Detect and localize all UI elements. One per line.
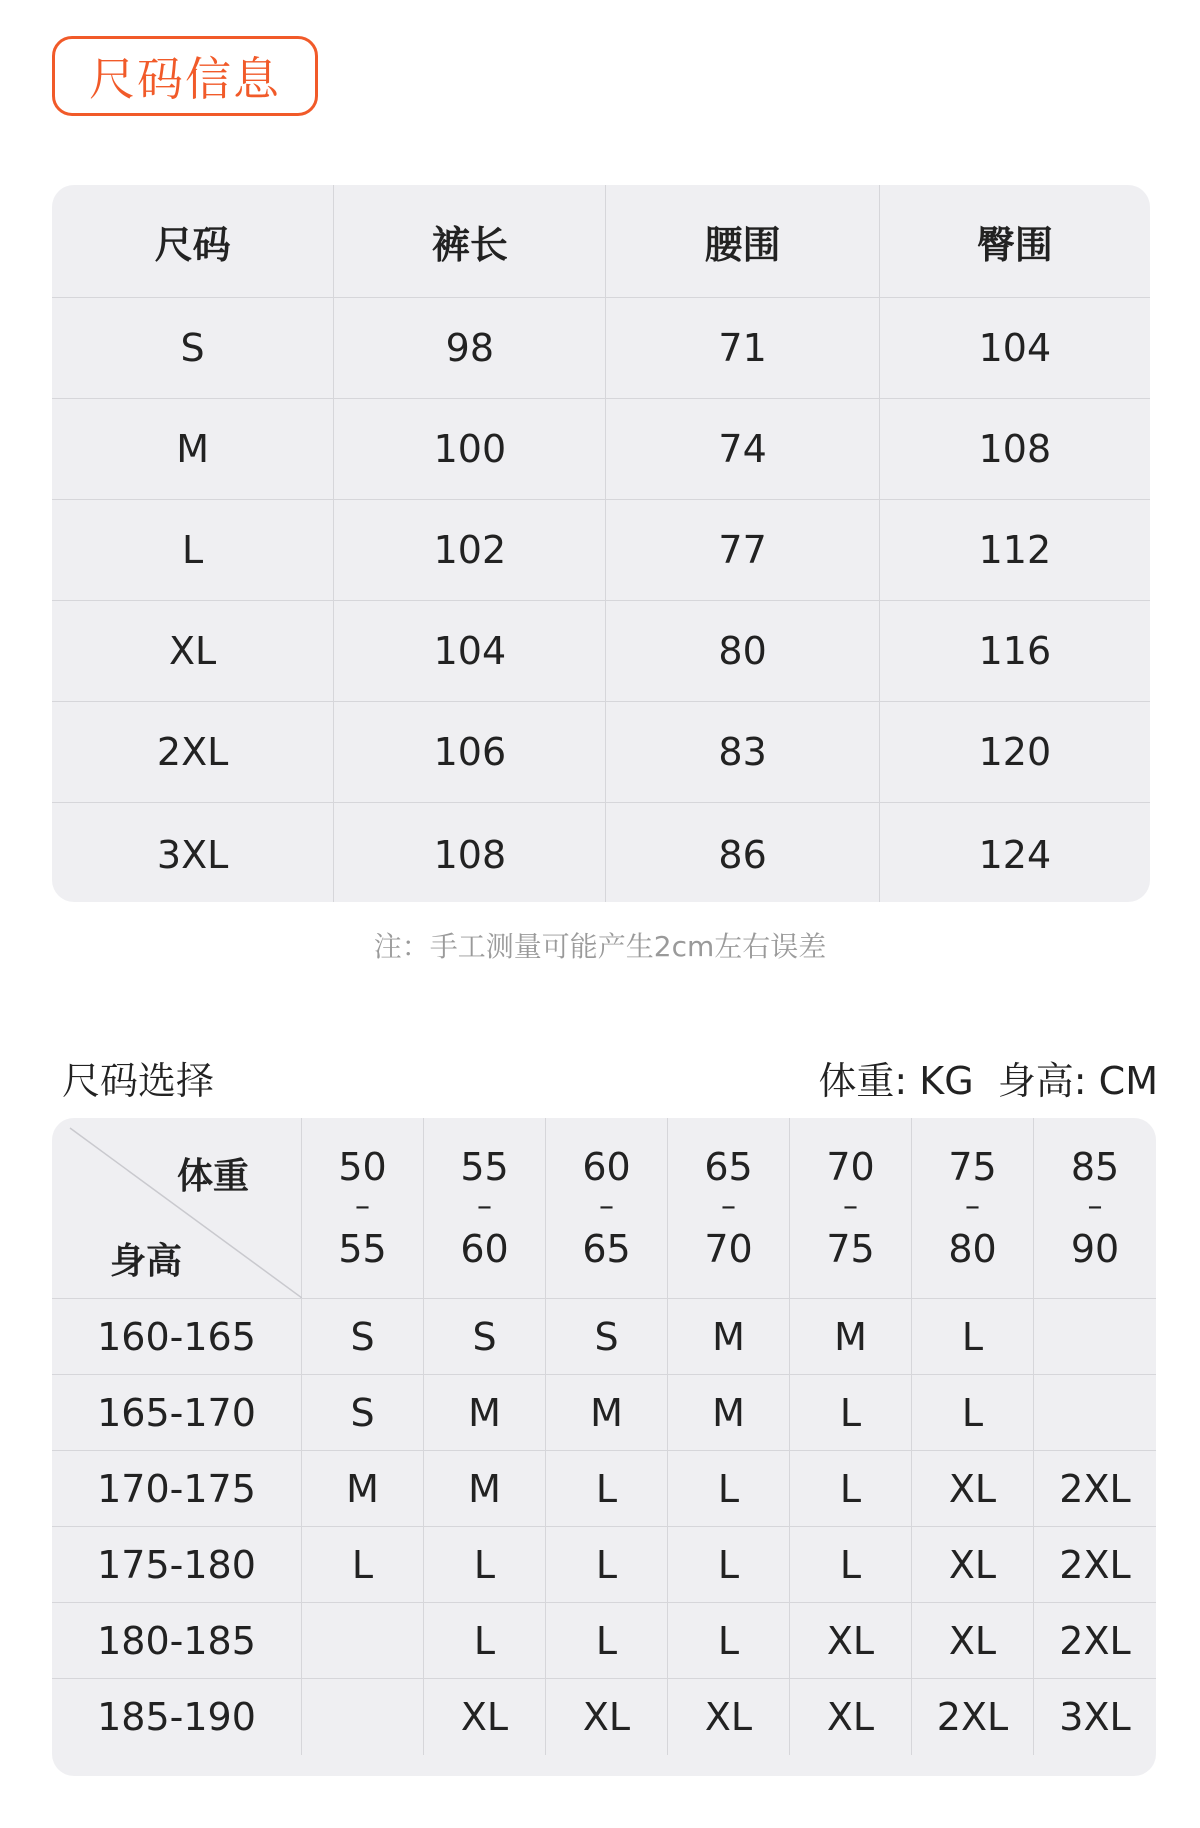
selection-header-row: [52, 1118, 1156, 1299]
hip-cell: 104: [978, 326, 1052, 370]
table-row: [52, 702, 1150, 803]
weight-range-dash: –: [1087, 1189, 1103, 1224]
table-row: [52, 1679, 1156, 1755]
table-row: [52, 1603, 1156, 1679]
size-cell: M: [790, 1299, 912, 1374]
table-row: [52, 399, 1150, 500]
length-cell: 104: [334, 601, 606, 701]
section-title-size-info: 尺码信息: [52, 36, 318, 116]
size-cell: [1034, 1375, 1156, 1450]
length-cell: 102: [334, 500, 606, 600]
size-info-table: [52, 185, 1150, 902]
size-selection-title: 尺码选择: [62, 1059, 215, 1103]
weight-range-lo: 65: [704, 1145, 753, 1189]
table-row: [52, 803, 1150, 902]
hip-cell: 112: [978, 528, 1052, 572]
size-cell: 2XL: [1059, 1618, 1131, 1663]
size-cell: M: [424, 1375, 546, 1450]
table-row: [52, 1299, 1156, 1375]
size-cell: 2XL: [52, 702, 334, 802]
table-row: [52, 298, 1150, 399]
waist-cell: 71: [606, 298, 879, 398]
table-row: [52, 1451, 1156, 1527]
size-cell: L: [790, 1527, 912, 1602]
weight-range-header: [424, 1118, 546, 1298]
weight-range-hi: 60: [460, 1227, 509, 1271]
weight-range-hi: 65: [582, 1227, 631, 1271]
length-cell: 100: [334, 399, 606, 499]
size-cell: 2XL: [1059, 1466, 1131, 1511]
size-cell: XL: [790, 1603, 912, 1678]
weight-range-dash: –: [842, 1189, 858, 1224]
size-cell: XL: [912, 1451, 1034, 1526]
weight-range-header: [912, 1118, 1034, 1298]
size-cell: L: [668, 1603, 790, 1678]
table-row: [52, 601, 1150, 702]
length-cell: 98: [334, 298, 606, 398]
size-cell: L: [424, 1527, 546, 1602]
size-cell: [1034, 1299, 1156, 1374]
weight-range-header: [546, 1118, 668, 1298]
size-cell: L: [912, 1299, 1034, 1374]
height-range-cell: 175-180: [52, 1527, 302, 1602]
weight-range-header: [668, 1118, 790, 1298]
size-cell: L: [790, 1451, 912, 1526]
size-cell: S: [424, 1299, 546, 1374]
weight-range-hi: 90: [1070, 1227, 1120, 1271]
size-cell: XL: [52, 601, 334, 701]
size-cell: [302, 1679, 424, 1755]
header-size: 尺码: [52, 185, 334, 297]
size-cell: S: [52, 298, 334, 398]
length-cell: 106: [334, 702, 606, 802]
size-cell: L: [424, 1603, 546, 1678]
table-row: [52, 500, 1150, 601]
header-waist: 腰围: [606, 185, 879, 297]
size-cell: M: [52, 399, 334, 499]
weight-range-hi: 80: [948, 1227, 997, 1271]
size-cell: L: [912, 1375, 1034, 1450]
size-cell: S: [302, 1299, 424, 1374]
table-row: [52, 1375, 1156, 1451]
weight-range-header: [1034, 1118, 1156, 1298]
size-cell: L: [668, 1451, 790, 1526]
length-cell: 108: [334, 803, 606, 902]
weight-range-lo: 75: [948, 1145, 997, 1189]
size-cell: [302, 1603, 424, 1678]
size-cell: 3XL: [52, 803, 334, 902]
weight-range-dash: –: [354, 1189, 370, 1224]
table-header-row: [52, 185, 1150, 298]
weight-range-dash: –: [598, 1189, 614, 1224]
corner-header: [52, 1118, 302, 1298]
height-range-cell: 160-165: [52, 1299, 302, 1374]
size-cell: XL: [668, 1679, 790, 1755]
size-cell: 2XL: [912, 1679, 1034, 1755]
waist-cell: 80: [606, 601, 879, 701]
hip-cell: 108: [978, 427, 1052, 471]
hip-cell: 120: [978, 730, 1052, 774]
size-cell: M: [668, 1299, 790, 1374]
height-range-cell: 165-170: [52, 1375, 302, 1450]
size-cell: L: [52, 500, 334, 600]
weight-range-lo: 85: [1070, 1145, 1120, 1189]
weight-range-lo: 60: [582, 1145, 631, 1189]
size-cell: XL: [790, 1679, 912, 1755]
size-cell: L: [546, 1527, 668, 1602]
size-cell: L: [790, 1375, 912, 1450]
size-cell: L: [668, 1527, 790, 1602]
header-hip: 臀围: [976, 222, 1053, 267]
size-selection-table: [52, 1118, 1156, 1776]
corner-weight-label: 体重: [177, 1156, 250, 1197]
size-cell: 2XL: [1059, 1542, 1131, 1587]
size-cell: S: [546, 1299, 668, 1374]
height-range-cell: 185-190: [52, 1679, 302, 1755]
size-cell: M: [668, 1375, 790, 1450]
size-cell: M: [546, 1375, 668, 1450]
size-cell: XL: [546, 1679, 668, 1755]
size-cell: L: [302, 1527, 424, 1602]
size-cell: XL: [912, 1527, 1034, 1602]
hip-cell: 124: [978, 832, 1052, 877]
weight-range-lo: 70: [826, 1145, 875, 1189]
weight-range-lo: 50: [338, 1145, 387, 1189]
weight-range-hi: 70: [704, 1227, 753, 1271]
header-pants-length: 裤长: [334, 185, 606, 297]
table-row: [52, 1527, 1156, 1603]
weight-range-dash: –: [476, 1189, 492, 1224]
weight-range-hi: 55: [338, 1227, 387, 1271]
weight-range-dash: –: [720, 1189, 736, 1224]
weight-range-hi: 75: [826, 1227, 875, 1271]
size-cell: XL: [912, 1603, 1034, 1678]
height-range-cell: 170-175: [52, 1451, 302, 1526]
corner-height-label: 身高: [110, 1241, 183, 1282]
hip-cell: 116: [978, 629, 1052, 673]
size-cell: 3XL: [1059, 1695, 1131, 1739]
weight-range-header: [302, 1118, 424, 1298]
size-cell: L: [546, 1603, 668, 1678]
size-cell: XL: [424, 1679, 546, 1755]
waist-cell: 74: [606, 399, 879, 499]
size-cell: M: [302, 1451, 424, 1526]
size-cell: L: [546, 1451, 668, 1526]
units-label: 体重: KG 身高: CM: [818, 1059, 1158, 1103]
measurement-note: 注：手工测量可能产生2cm左右误差: [373, 930, 827, 963]
weight-range-dash: –: [964, 1189, 980, 1224]
weight-range-header: [790, 1118, 912, 1298]
waist-cell: 83: [606, 702, 879, 802]
size-cell: S: [302, 1375, 424, 1450]
waist-cell: 77: [606, 500, 879, 600]
waist-cell: 86: [606, 803, 879, 902]
size-cell: M: [424, 1451, 546, 1526]
weight-range-lo: 55: [460, 1145, 509, 1189]
height-range-cell: 180-185: [52, 1603, 302, 1678]
